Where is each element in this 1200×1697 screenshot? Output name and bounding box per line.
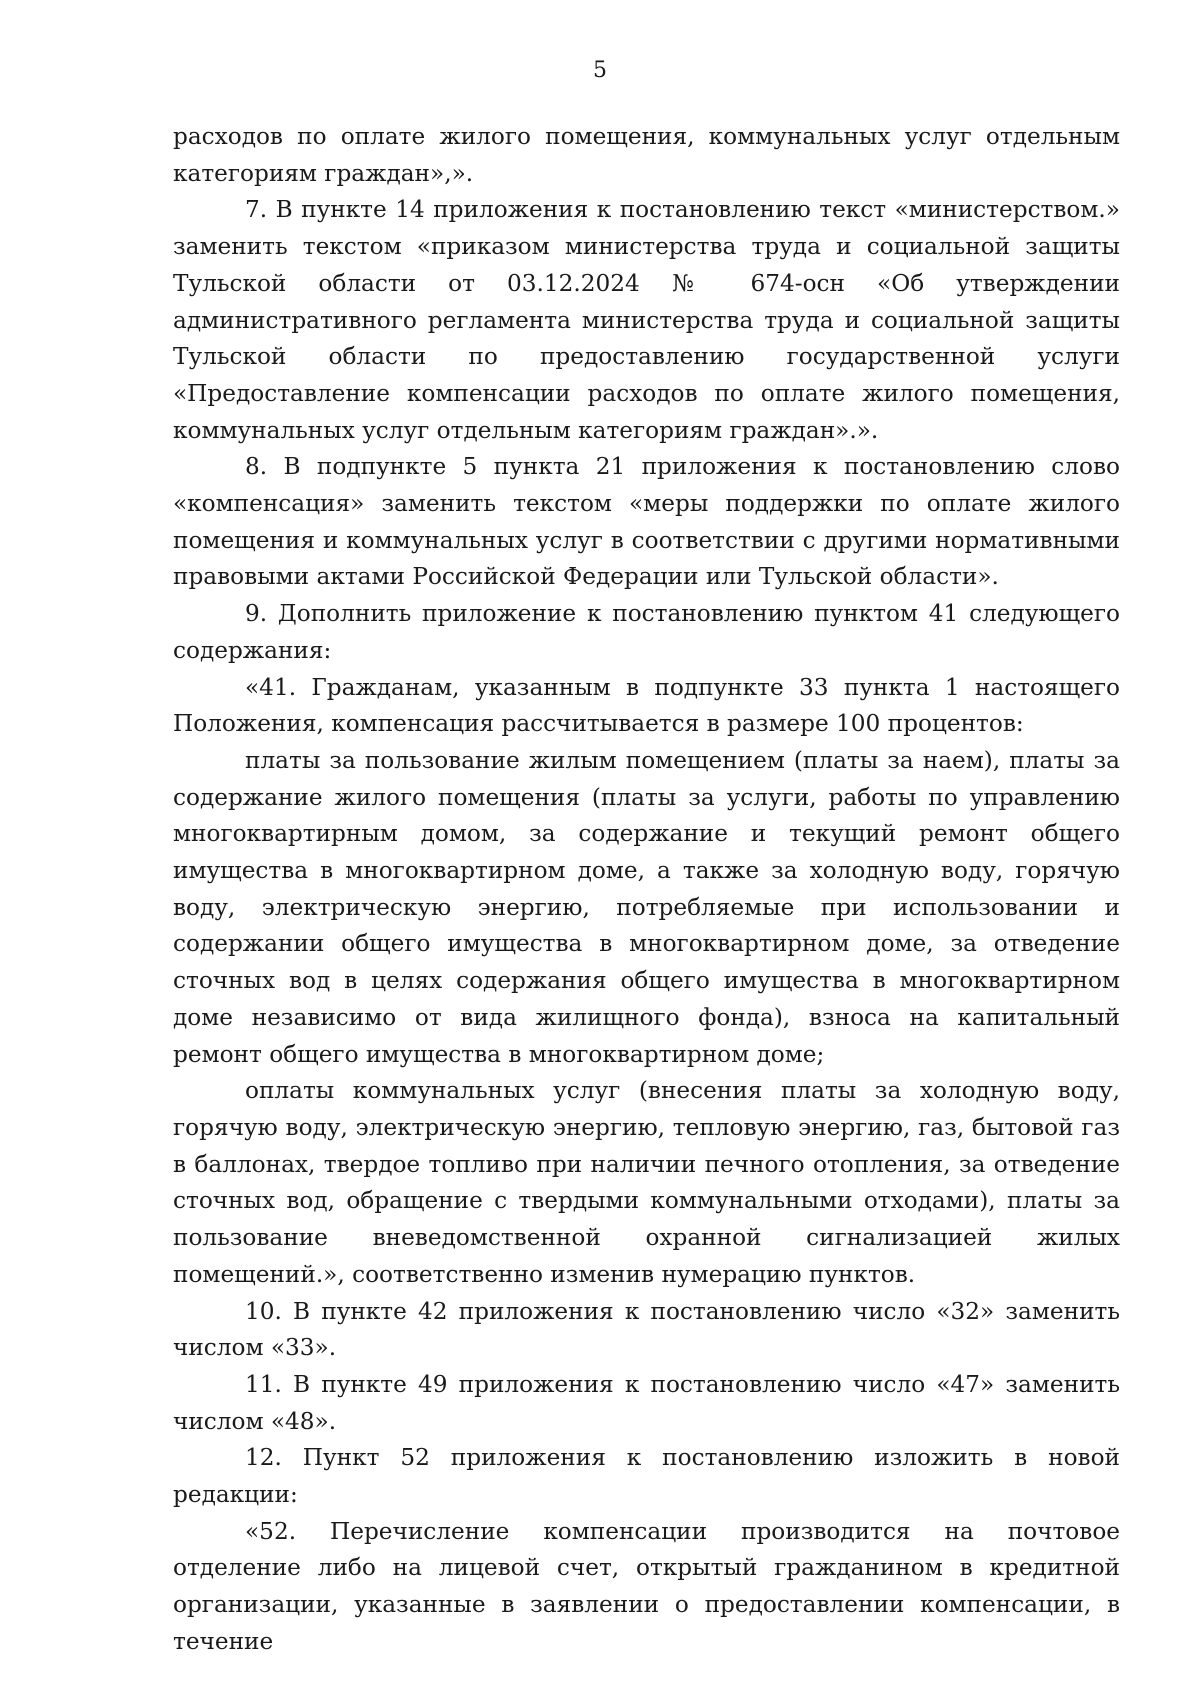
paragraph-housing-payment: платы за пользование жилым помещением (платы за наем), платы за содержание жилого помещения (платы за услуги, работы по управлению многоквартирным домом, за содержание и текущий ремонт общего имущества в многоквартирном доме, а также за холодную воду, горячую воду, электрическую энергию, потребляемые при использовании и содержании общего имущества в многоквартирном доме, за отведение сточных вод в целях содержания общего имущества в многоквартирном доме независимо от вида жилищного фонда), взноса на капитальный ремонт общего имущества в многоквартирном доме;: [173, 746, 1120, 1068]
paragraph-continuation: расходов по оплате жилого помещения, коммунальных услуг отдельным категориям граждан»,».: [173, 123, 1120, 187]
paragraph-item-10: 10. В пункте 42 приложения к постановлению число «32» заменить числом «33».: [173, 1297, 1120, 1362]
paragraph-item-9: 9. Дополнить приложение к постановлению пунктом 41 следующего содержания:: [173, 600, 1120, 664]
paragraph-item-12: 12. Пункт 52 приложения к постановлению изложить в новой редакции:: [173, 1444, 1120, 1509]
paragraph-item-7: 7. В пункте 14 приложения к постановлению текст «министерством.» заменить текстом «приказом министерства труда и социальной защиты Тульской области от 03.12.2024 № 674-осн «Об утверждении административного регламента министерства труда и социальной защиты Тульской области по предоставлению государственной услуги «Предоставление компенсации расходов по оплате жилого помещения, коммунальных услуг отдельным категориям граждан».».: [173, 196, 1120, 444]
paragraph-item-8: 8. В подпункте 5 пункта 21 приложения к постановлению слово «компенсация» заменить текстом «меры поддержки по оплате жилого помещения и коммунальных услуг в соответствии с другими нормативными правовыми актами Российской Федерации или Тульской области».: [173, 453, 1120, 591]
page-number: 5: [593, 58, 607, 83]
paragraph-utility-payment: оплаты коммунальных услуг (внесения платы за холодную воду, горячую воду, электрическую энергию, тепловую энергию, газ, бытовой газ в баллонах, твердое топливо при наличии печного отопления, за отведение сточных вод, обращение с твердыми коммунальными отходами), платы за пользование вневедомственной охранной сигнализацией жилых помещений.», соответственно изменив нумерацию пунктов.: [173, 1077, 1120, 1288]
paragraph-quote-41: «41. Гражданам, указанным в подпункте 33 пункта 1 настоящего Положения, компенсация рассчитывается в размере 100 процентов:: [173, 673, 1120, 738]
paragraph-item-11: 11. В пункте 49 приложения к постановлению число «47» заменить числом «48».: [173, 1370, 1120, 1435]
document-body: [173, 119, 1120, 1661]
paragraph-quote-52: «52. Перечисление компенсации производится на почтовое отделение либо на лицевой счет, открытый гражданином в кредитной организации, указанные в заявлении о предоставлении компенсации, в течение: [173, 1517, 1120, 1655]
